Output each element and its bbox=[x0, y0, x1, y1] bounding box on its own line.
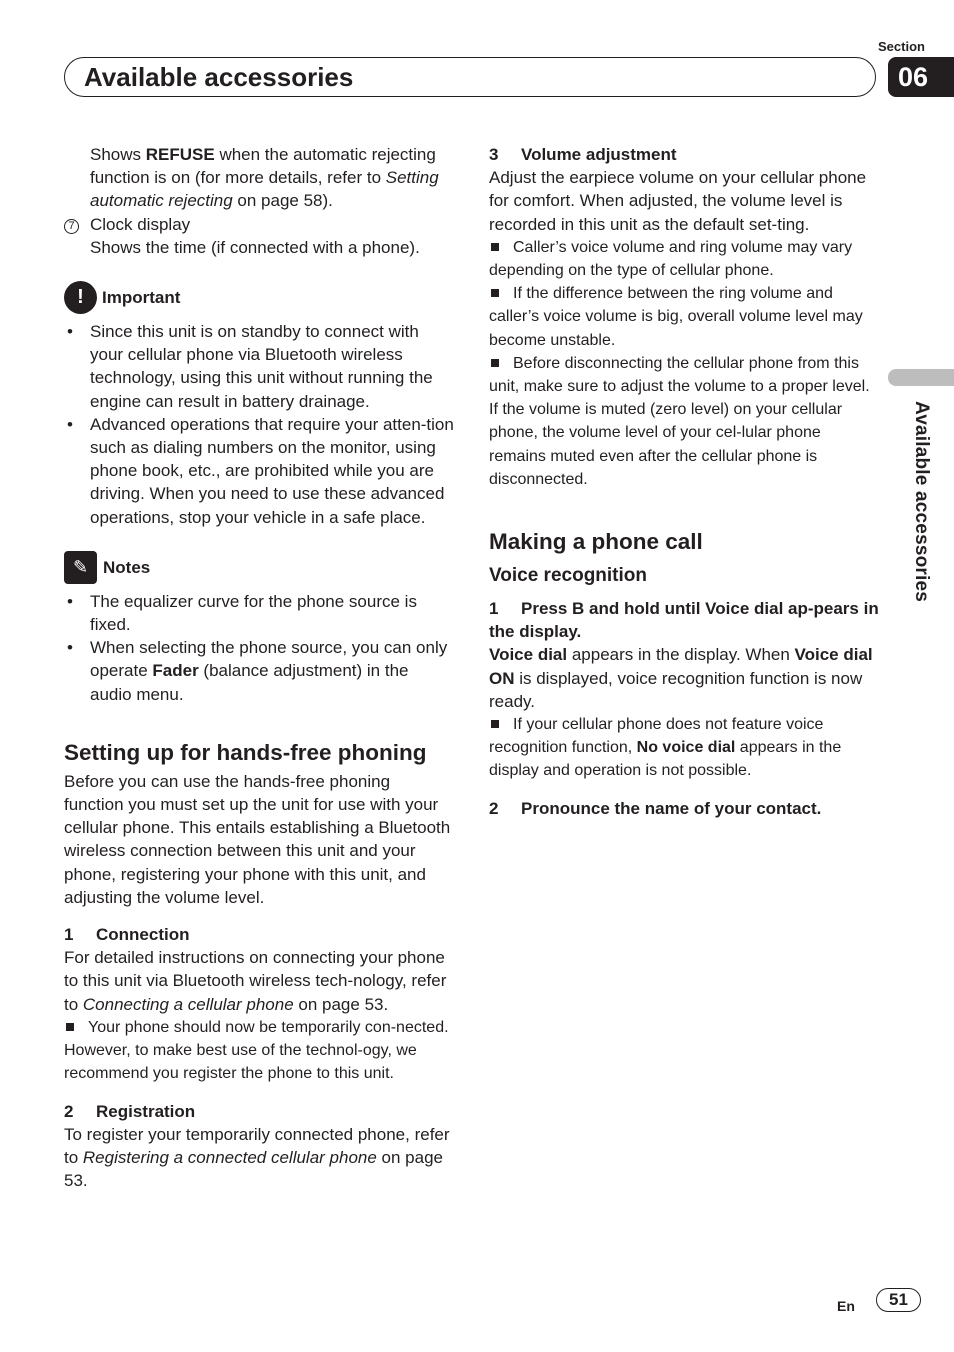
registration-body: To register your temporarily connected phone, refer to Registering a connected cellular phone on page 53. bbox=[64, 1124, 450, 1191]
left-column bbox=[64, 143, 454, 1192]
refuse-paragraph: Shows REFUSE when the automatic rejecting function is on (for more details, refer to Setting automatic rejecting on page 58). bbox=[90, 145, 439, 211]
setting-reference: Setting automatic rejecting bbox=[90, 168, 439, 211]
notes-header bbox=[64, 551, 454, 584]
square-bullet-icon bbox=[491, 289, 499, 297]
step-pronounce: 2 Pronounce the name of your contact. bbox=[489, 798, 822, 818]
section-label: Section bbox=[878, 39, 925, 54]
voice-recognition-heading: Voice recognition bbox=[489, 565, 648, 587]
connection-note: Your phone should now be temporarily con-nected. However, to make best use of the technol-ogy, we recommend you register the phone to this unit. bbox=[64, 1018, 449, 1083]
step-volume: 3 Volume adjustment bbox=[489, 145, 677, 164]
clock-display-item bbox=[64, 213, 454, 236]
note-item: • The equalizer curve for the phone source is fixed. bbox=[67, 591, 417, 635]
section-number: 06 bbox=[888, 57, 954, 97]
language-label: En bbox=[837, 1298, 855, 1314]
page-title: Available accessories bbox=[84, 62, 354, 92]
step-registration: 2 Registration bbox=[64, 1101, 196, 1121]
square-bullet-icon bbox=[491, 359, 499, 367]
setup-heading: Setting up for hands-free phoning bbox=[64, 739, 427, 765]
voice-dial-body: Voice dial appears in the display. When Voice dial ON is displayed, voice recognition function is now ready. bbox=[489, 645, 873, 711]
volume-note: Caller’s voice volume and ring volume may vary depending on the type of cellular phone. bbox=[489, 238, 853, 280]
volume-note: If the difference between the ring volume and caller’s voice volume is big, overall volume level may become unstable. bbox=[489, 285, 863, 349]
right-column bbox=[489, 143, 879, 820]
pencil-icon: ✎ bbox=[64, 551, 97, 584]
registering-reference: Registering a connected cellular phone bbox=[82, 1147, 377, 1167]
important-header bbox=[64, 281, 454, 314]
connection-body: For detailed instructions on connecting your phone to this unit via Bluetooth wireless tech-nology, refer to Connecting a cellular phone on page 53. bbox=[64, 948, 447, 1014]
clock-display-label: Clock display bbox=[90, 214, 191, 234]
clock-display-desc: Shows the time (if connected with a phone). bbox=[90, 237, 420, 257]
refuse-term: REFUSE bbox=[145, 145, 215, 164]
notes-label: Notes bbox=[103, 557, 151, 577]
note-item: • When selecting the phone source, you can only operate Fader (balance adjustment) in the audio menu. bbox=[67, 638, 448, 704]
item-number-7: 7 bbox=[64, 219, 79, 234]
voice-note: If your cellular phone does not feature voice recognition function, No voice dial appears in the display and operation is not possible. bbox=[489, 716, 842, 780]
side-tab-label: Available accessories bbox=[911, 401, 932, 603]
volume-body: Adjust the earpiece volume on your cellular phone for comfort. When adjusted, the volume level is recorded in this unit as the default set-ting. bbox=[489, 168, 867, 234]
step-press-b: 1 Press B and hold until Voice dial ap-pears in the display. bbox=[489, 599, 879, 642]
connecting-reference: Connecting a cellular phone bbox=[82, 994, 294, 1014]
square-bullet-icon bbox=[491, 720, 499, 728]
important-item: • Advanced operations that require your atten-tion such as dialing numbers on the monitor, using phone book, etc., are prohibited while you are driving. When you need to use these advanced operations, stop your vehicle in a safe place. bbox=[67, 414, 454, 527]
setup-intro: Before you can use the hands-free phoning function you must set up the unit for use with your cellular phone. This entails establishing a Bluetooth wireless connection between this unit and your phone, registering your phone with this unit, and adjusting the volume level. bbox=[64, 771, 451, 907]
step-connection: 1 Connection bbox=[64, 925, 190, 945]
important-label: Important bbox=[102, 287, 181, 307]
volume-note: Before disconnecting the cellular phone from this unit, make sure to adjust the volume to a proper level. If the volume is muted (zero level) on your cellular phone, the volume level of your cel-lular phone remains muted even after the cellular phone is disconnected. bbox=[489, 354, 870, 488]
square-bullet-icon bbox=[66, 1023, 74, 1031]
side-tab-marker bbox=[888, 369, 954, 386]
important-item: • Since this unit is on standby to connect with your cellular phone via Bluetooth wireless technology, using this unit without running the engine can result in battery drainage. bbox=[67, 322, 433, 411]
phone-call-heading: Making a phone call bbox=[489, 529, 703, 555]
page-number: 51 bbox=[876, 1288, 921, 1312]
square-bullet-icon bbox=[491, 243, 499, 251]
exclamation-icon: ! bbox=[64, 281, 97, 314]
